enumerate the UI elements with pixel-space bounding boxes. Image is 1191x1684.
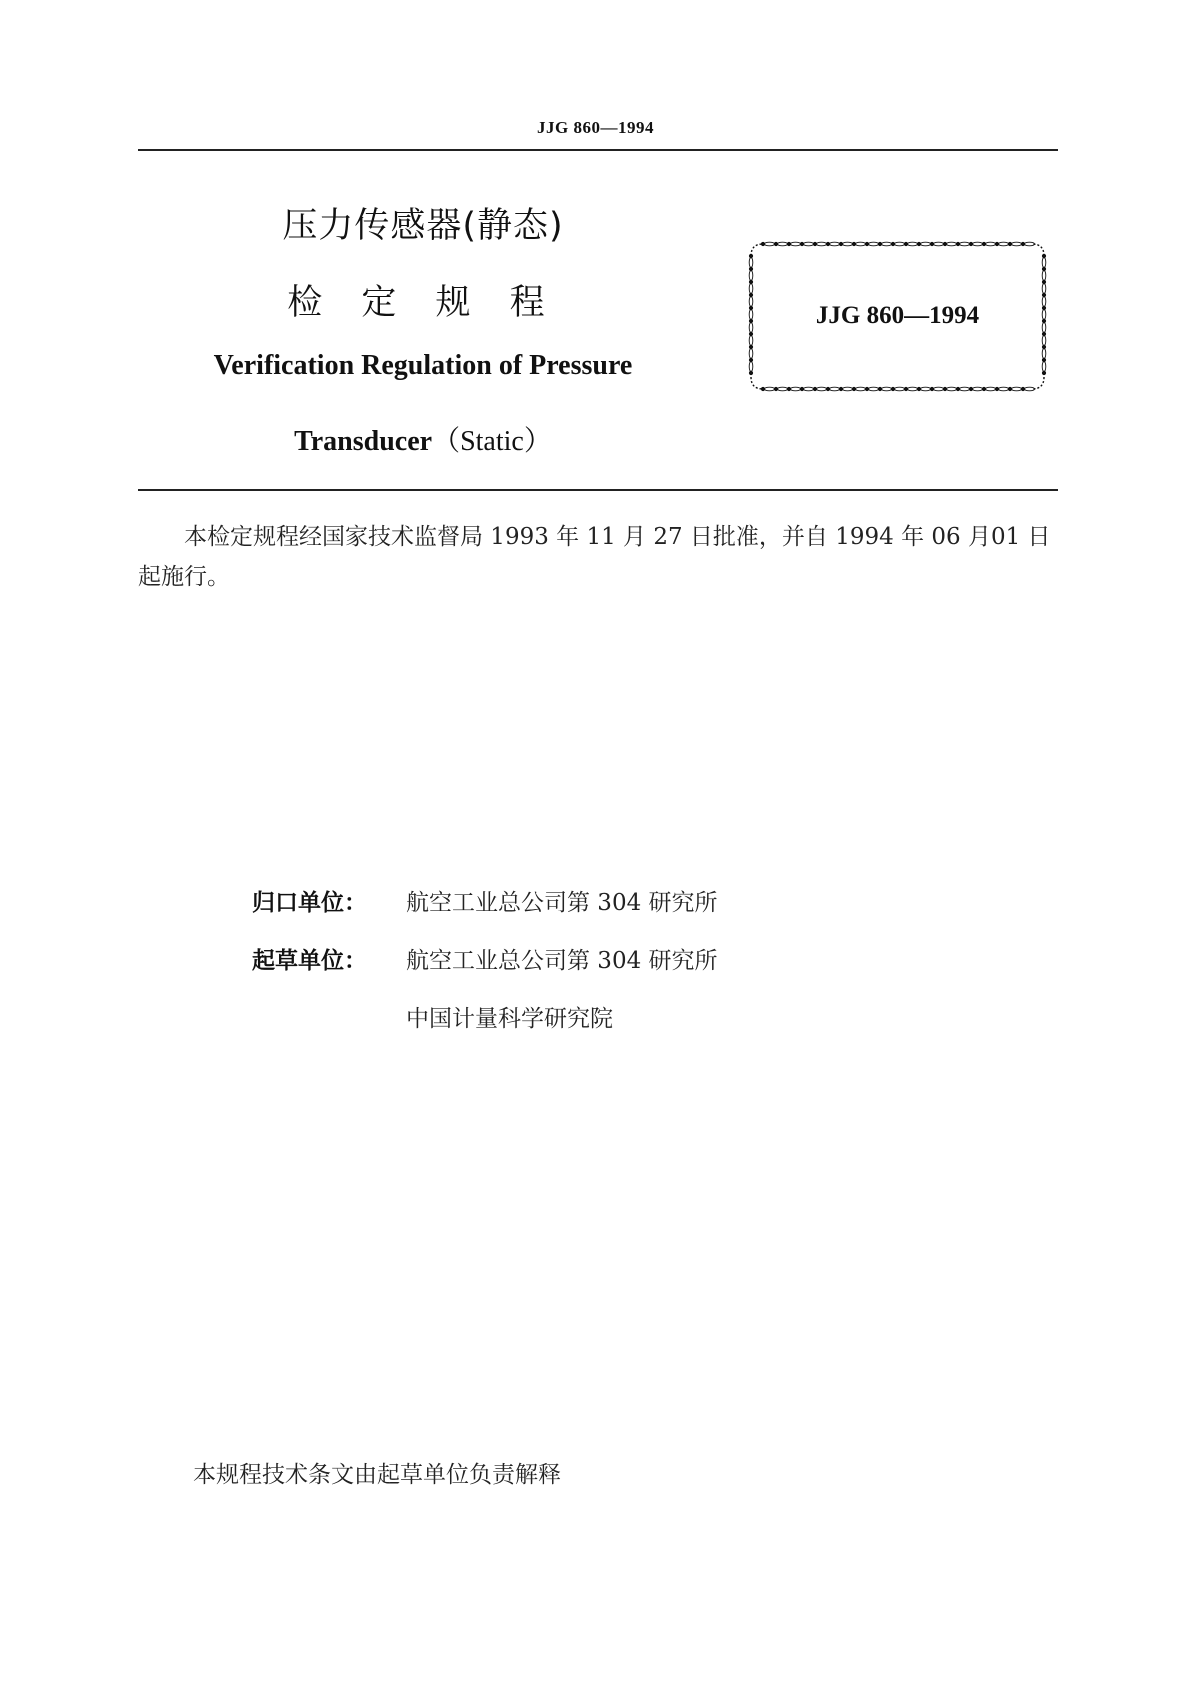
frame-link (856, 387, 866, 391)
frame-link (960, 242, 970, 246)
drafting-unit-label: 起草单位： (252, 948, 367, 974)
title-english-line2 (138, 419, 708, 459)
frame-link (1042, 349, 1046, 359)
frame-link (908, 242, 918, 246)
frame-dot (1042, 371, 1046, 375)
approval-statement: 本检定规程经国家技术监督局 1993 年 11 月 27 日批准，并自 1994 年 06 月01 日起施行。 (138, 524, 1051, 590)
frame-link (1025, 242, 1035, 246)
drafting-unit-value-2: 中国计量科学研究院 (406, 1006, 613, 1032)
frame-link (999, 387, 1009, 391)
frame-link (830, 242, 840, 246)
frame-link (973, 242, 983, 246)
frame-link (843, 242, 853, 246)
title-english-line1: Verification Regulation of Pressure (213, 350, 633, 381)
frame-link (1012, 242, 1022, 246)
frame-link (934, 242, 944, 246)
frame-link (843, 387, 853, 391)
frame-link (765, 242, 775, 246)
header-divider (138, 149, 1058, 151)
frame-link (778, 387, 788, 391)
frame-link (856, 242, 866, 246)
frame-corner (1032, 377, 1044, 389)
title-divider (138, 489, 1058, 491)
frame-link (749, 284, 753, 294)
title-chinese: 压力传感器(静态) (282, 206, 564, 246)
frame-link (869, 242, 879, 246)
frame-link (986, 242, 996, 246)
frame-link (1042, 336, 1046, 346)
frame-link (921, 387, 931, 391)
frame-link (882, 242, 892, 246)
frame-link (882, 387, 892, 391)
frame-link (804, 387, 814, 391)
frame-link (817, 242, 827, 246)
responsible-unit-label: 归口单位： (252, 890, 367, 916)
frame-link (749, 271, 753, 281)
frame-link (1012, 387, 1022, 391)
interpretation-note: 本规程技术条文由起草单位负责解释 (193, 1462, 561, 1488)
frame-link (778, 242, 788, 246)
frame-link (986, 387, 996, 391)
frame-corner (751, 244, 763, 256)
standard-code-box-text: JJG 860—1994 (815, 302, 980, 329)
frame-link (960, 387, 970, 391)
frame-link (908, 387, 918, 391)
subtitle-chinese: 检 定 规 程 (287, 283, 559, 323)
frame-link (895, 387, 905, 391)
frame-dot (749, 371, 753, 375)
frame-link (749, 362, 753, 372)
frame-link (749, 336, 753, 346)
frame-link (1042, 271, 1046, 281)
frame-link (765, 387, 775, 391)
frame-link (817, 387, 827, 391)
frame-link (804, 242, 814, 246)
frame-link (947, 242, 957, 246)
frame-corner (751, 377, 763, 389)
frame-link (895, 242, 905, 246)
frame-link (999, 242, 1009, 246)
frame-link (947, 387, 957, 391)
standard-code-box (745, 238, 1050, 395)
frame-link (921, 242, 931, 246)
frame-link (869, 387, 879, 391)
frame-link (973, 387, 983, 391)
frame-link (1042, 284, 1046, 294)
responsible-unit-value: 航空工业总公司第 304 研究所 (406, 890, 718, 916)
drafting-unit-value-1: 航空工业总公司第 304 研究所 (406, 948, 718, 974)
title-english-static: （Static） (432, 426, 552, 457)
header-standard-code: JJG 860—1994 (537, 118, 654, 137)
frame-link (749, 349, 753, 359)
frame-link (1042, 258, 1046, 268)
frame-link (791, 242, 801, 246)
frame-link (1042, 362, 1046, 372)
frame-link (791, 387, 801, 391)
frame-link (934, 387, 944, 391)
frame-link (830, 387, 840, 391)
frame-corner (1032, 244, 1044, 256)
frame-link (749, 258, 753, 268)
frame-link (1025, 387, 1035, 391)
title-english-transducer: Transducer (294, 426, 433, 457)
